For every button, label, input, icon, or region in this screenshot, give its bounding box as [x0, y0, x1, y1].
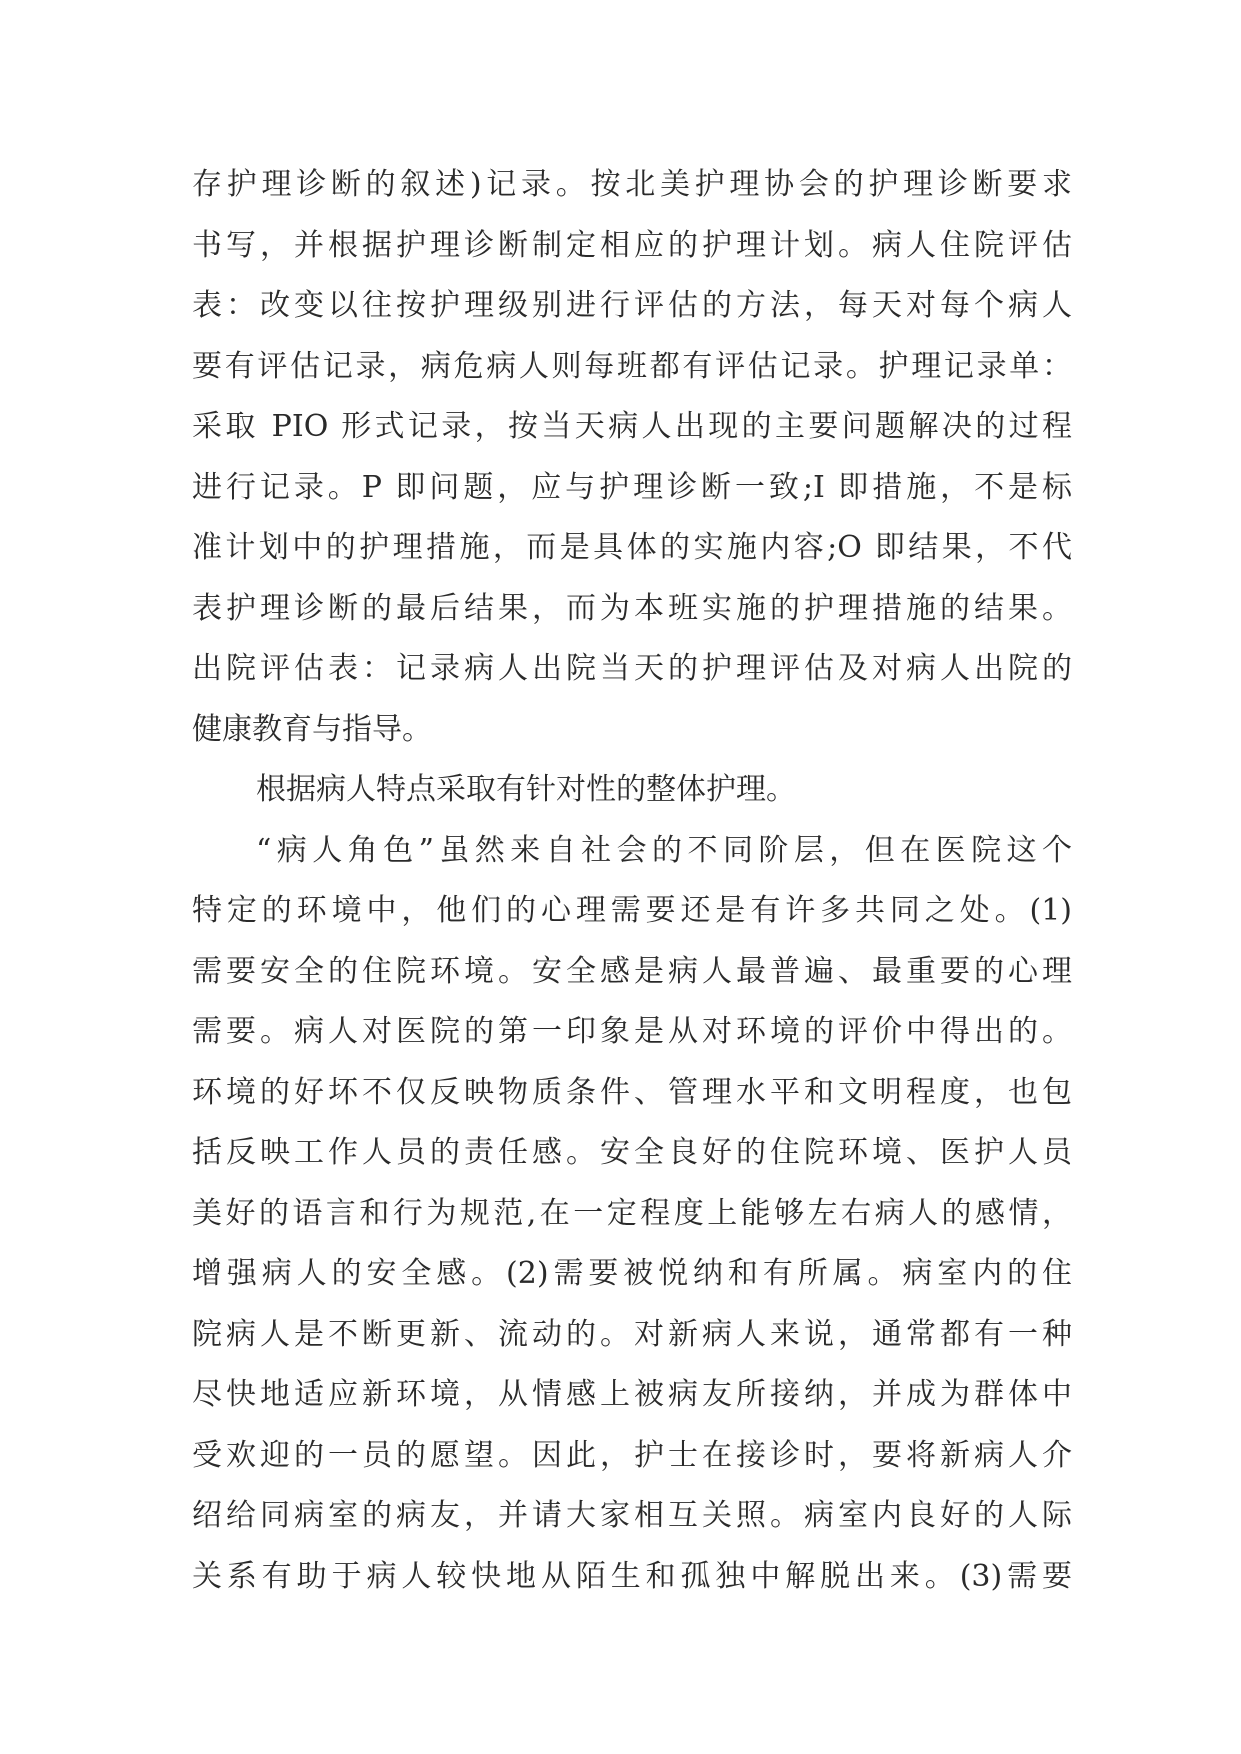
text-line: 进行记录。P 即问题，应与护理诊断一致;I 即措施，不是标	[192, 469, 1072, 505]
text-line: 特定的环境中，他们的心理需要还是有许多共同之处。(1)	[192, 893, 1072, 928]
text-line: 准计划中的护理措施，而是具体的实施内容;O 即结果，不代	[192, 530, 1072, 565]
text-line: 采取 PIO 形式记录，按当天病人出现的主要问题解决的过程	[192, 409, 1072, 444]
text-line: 受欢迎的一员的愿望。因此，护士在接诊时，要将新病人介	[192, 1437, 1072, 1473]
text-line: 要有评估记录，病危病人则每班都有评估记录。护理记录单：	[192, 348, 1072, 384]
text-line: 尽快地适应新环境，从情感上被病友所接纳，并成为群体中	[192, 1377, 1072, 1412]
text-line: 需要。病人对医院的第一印象是从对环境的评价中得出的。	[192, 1014, 1072, 1049]
text-line: 存护理诊断的叙述)记录。按北美护理协会的护理诊断要求	[192, 167, 1072, 202]
text-line: 括反映工作人员的责任感。安全良好的住院环境、医护人员	[192, 1135, 1072, 1170]
text-line: 美好的语言和行为规范,在一定程度上能够左右病人的感情，	[192, 1195, 1072, 1231]
text-line: “病人角色”虽然来自社会的不同阶层，但在医院这个	[256, 832, 1072, 868]
text-line: 院病人是不断更新、流动的。对新病人来说，通常都有一种	[192, 1316, 1072, 1352]
text-line: 环境的好坏不仅反映物质条件、管理水平和文明程度，也包	[192, 1074, 1072, 1110]
text-line: 表：改变以往按护理级别进行评估的方法，每天对每个病人	[192, 288, 1072, 323]
text-line: 绍给同病室的病友，并请大家相互关照。病室内良好的人际	[192, 1498, 1072, 1533]
text-line: 健康教育与指导。	[192, 711, 432, 747]
text-line: 出院评估表：记录病人出院当天的护理评估及对病人出院的	[192, 651, 1072, 686]
text-line: 需要安全的住院环境。安全感是病人最普遍、最重要的心理	[192, 953, 1072, 989]
text-line: 增强病人的安全感。(2)需要被悦纳和有所属。病室内的住	[192, 1256, 1072, 1291]
text-line: 关系有助于病人较快地从陌生和孤独中解脱出来。(3)需要	[192, 1558, 1072, 1594]
body-text	[192, 155, 1072, 1607]
text-line: 表护理诊断的最后结果，而为本班实施的护理措施的结果。	[192, 590, 1072, 626]
text-line: 书写，并根据护理诊断制定相应的护理计划。病人住院评估	[192, 227, 1072, 263]
text-line: 根据病人特点采取有针对性的整体护理。	[256, 772, 796, 807]
